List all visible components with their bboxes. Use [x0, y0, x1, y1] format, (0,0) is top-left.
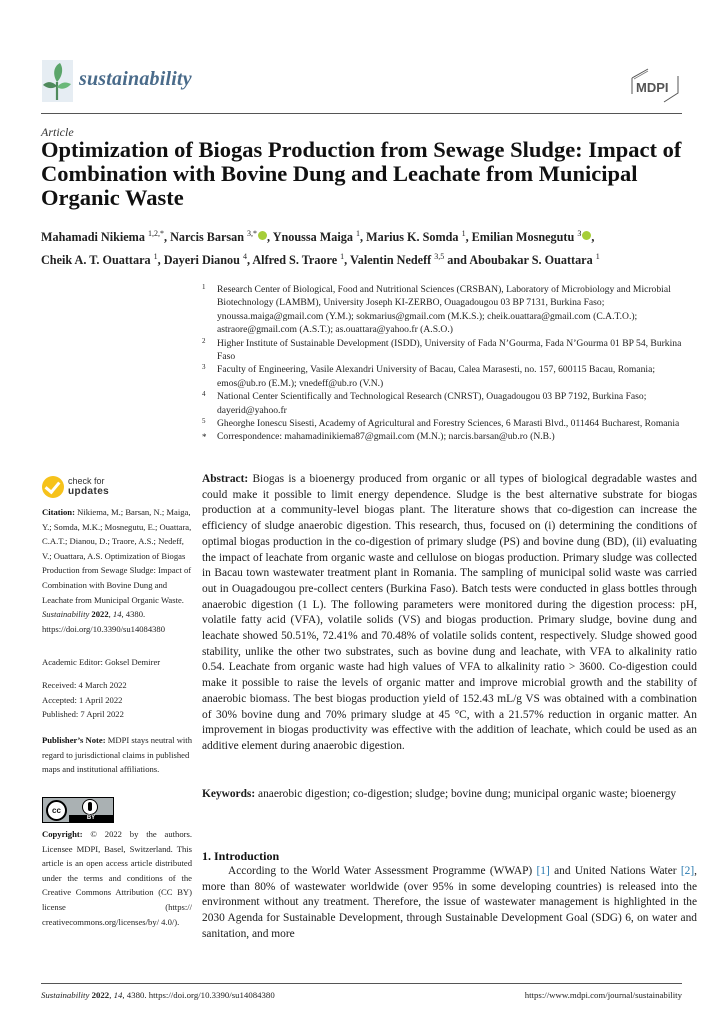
author[interactable]: Narcis Barsan $^{3,*}$ [170, 229, 258, 245]
checkmark-icon [42, 476, 64, 498]
footer-divider [41, 983, 682, 984]
copyright: Copyright: © 2022 by the authors. Licensee MDPI, Basel, Switzerland. This article is an open access article distributed under the terms and conditions of the Creative Commons Attribution (CC BY) license (https:// creativecommons.org/licenses/by/ 4.0/). [42, 829, 192, 927]
header-divider [41, 113, 682, 114]
keywords [202, 787, 697, 803]
publisher-note: Publisher’s Note: MDPI stays neutral with regard to jurisdictional claims in published maps and institutional affiliations. [42, 735, 192, 775]
introduction-paragraph: According to the World Water Assessment Programme (WWAP) [1] and United Nations Water [2], more than 80% of wastewater worldwide (over 95% in some developing countries) is released into the environment without any treatment. Therefore, the issue of wastewater management is highlighted in the 2030 Agenda for Sustainable Development, through Sustainable Development Goal (SDG) 6, on water and sanitation, and more [202, 865, 697, 940]
received-date: Received: 4 March 2022 [42, 680, 127, 690]
footer-citation: Sustainability 2022, 14, 4380. https://doi.org/10.3390/su14084380 [41, 990, 275, 1000]
author[interactable]: Valentin Nedeff $^{3,5}$ [350, 252, 445, 268]
author[interactable]: Marius K. Somda $^1$ [366, 229, 466, 245]
article-type: Article [41, 125, 74, 139]
citation: Citation: Nikiema, M.; Barsan, N.; Maiga, Y.; Somda, M.K.; Mosnegutu, E.; Ouattara, C.A.T.; Dianou, D.; Traore, A.S.; Nedeff, V.; Ouattara, A.S. Optimization of Biogas Production from Sewage Sludge: Impact of Combination with Bovine Dung and Leachate from Municipal Organic Waste. Sustainability 2022, 14, 4380. https://doi.org/10.3390/su14084380 [42, 507, 192, 634]
keywords-label: Keywords: [202, 788, 256, 800]
check-for-updates-button[interactable]: check for updates [42, 474, 122, 500]
author[interactable]: Aboubakar S. Ouattara $^1$ [469, 252, 600, 268]
published-date: Published: 7 April 2022 [42, 709, 124, 720]
cc-by-license-badge[interactable] [42, 797, 114, 823]
section-heading: 1. Introduction [202, 849, 280, 863]
svg-text:MDPI: MDPI [636, 80, 669, 95]
author[interactable]: Dayeri Dianou $^4$ [163, 252, 247, 268]
author[interactable]: Ynoussa Maiga $^1$ [272, 229, 360, 245]
abstract [202, 472, 697, 755]
article-title: Optimization of Biogas Production from Sewage Sludge: Impact of Combination with Bovine Dung and Leachate from Municipal Organic Waste [41, 137, 682, 210]
journal-url-link[interactable]: https://www.mdpi.com/journal/sustainability [524, 990, 682, 1000]
footer-doi-link[interactable]: , 4380. https://doi.org/10.3390/su14084380 [122, 990, 275, 1000]
orcid-icon[interactable] [582, 231, 591, 240]
journal-logo [42, 60, 73, 102]
keywords-text: anaerobic digestion; co-digestion; sludge; bovine dung; municipal organic waste; bioenergy [258, 788, 677, 800]
leaf-sprout-icon [42, 60, 73, 102]
accepted-date: Accepted: 1 April 2022 [42, 694, 123, 705]
author[interactable]: Cheik A. T. Ouattara $^1$ [41, 252, 158, 268]
orcid-icon[interactable] [258, 231, 267, 240]
affiliation-item: 2 Higher Institute of Sustainable Development (ISDD), University of Fada N’Gourma, Fada N’Gourma 01 BP 54, Burkina Faso [202, 336, 682, 363]
correspondence: * Correspondence: mahamadinikiema87@gmail.com (M.N.); narcis.barsan@ub.ro (N.B.) [202, 431, 555, 443]
author-list: Mahamadi Nikiema $^{1,2,*}$, Narcis Barsan $^{3,*}$ , Ynoussa Maiga $^1$, Marius K. Somda $^1$, Emilian Mosnegutu $^3$ , Cheik A. T. Ouattara $^1$, Dayeri Dianou $^4$, Alfred S. Traore $^1$, Valentin Nedeff $^{3,5}$ and Aboubakar S. Ouattara $^1$ [41, 229, 600, 268]
person-icon [82, 799, 98, 815]
cc-icon: cc [46, 800, 67, 821]
journal-name: sustainability [79, 68, 192, 90]
affiliation-item: 3 Faculty of Engineering, Vasile Alexandri University of Bacau, Calea Marasesti, no. 157, 600115 Bacau, Romania; emos@ub.ro (E.M.); vnedeff@ub.ro (V.N.) [202, 363, 656, 389]
by-label: BY [69, 815, 113, 822]
affiliation-item: 5 Gheorghe Ionescu Sisesti, Academy of Agricultural and Forestry Sciences, 6 Marasti Blvd., 011464 Bucharest, Romania [202, 417, 680, 430]
affiliation-item: 1 Research Center of Biological, Food and Nutritional Sciences (CRSBAN), Laboratory of Microbiology and Microbial Biotechnology (LAMBM), University Joseph KI-ZERBO, Ouagadougou 03 BP 7131, Burkina Faso; ynoussa.maiga@gmail.com (Y.M.); sokmarius@gmail.com (M.K.S.); cheik.ouattara@gmail.com (C.A.T.O.); astraore@gmail.com (A.S.T.); as.ouattara@yahoo.fr (A.S.O.) [202, 283, 671, 336]
publication-dates [42, 678, 192, 722]
author[interactable]: Emilian Mosnegutu $^3$ [471, 229, 582, 245]
citation-doi-link[interactable]: , 4380. https://doi.org/10.3390/su14084380 [42, 609, 166, 634]
affiliation-item: 4 National Center Scientifically and Technological Research (CNRST), Ouagadougou 03 BP 7192, Burkina Faso; dayerid@yahoo.fr [202, 390, 647, 416]
abstract-text: Biogas is a bioenergy produced from organic or all types of biological degradable wastes and could make it possible to limit energy dependence. Sludge is the best alternative substrate for biogas production at a community-level biogas plant. The literature shows that co-digestion can increase the efficiency of sludge anaerobic digestion. This research, thus, focused on (i) determining the conditions of optimal biogas production in the co-digestion of primary sludge (PS) and bovine dung (BD), (ii) evaluating the impact of leachate from organic waste and cellulose on biogas production. Primary sludge was collected in Bacau town wastewater treatment plant in Romania. The sampling of municipal solid waste was carried out in Ouagadougou pre-collect centers (Burkina Faso). Batch tests were conducted in glass bottles through anaerobic digestion (1 L). The following parameters were monitored during the digestion process: pH, volatile fatty acid (VFA), volatile solids (VS) and biogas production. Primary sludge, bovine dung and leachate showed 50.51%, 72.41% and 70.48% of volatile solids content, respectively. Sludge showed good stability, unlike the other two substrates, such as bovine dung and leachate, with VFA to alkalinity ratio 0.54. Leachate from organic waste had high values of VFA to alkalinity ratio > 3600. Co-digestion could make it possible to raise the levels of organic matter and improve microbial growth and the stability of anaerobic biomass. The best biogas production yield of 152.43 mL/g VS was obtained with a combination of 30% bovine dung and 70% primary sludge at 45 °C, with a 21.57% reduction in organic matter. An improvement in biogas productivity was effective with the addition of leachate, which could be used as an additive element during anaerobic digestion. [202, 473, 697, 752]
author[interactable]: Mahamadi Nikiema $^{1,2,*}$ [41, 229, 164, 245]
affiliations [202, 283, 697, 444]
and-word: and [447, 253, 467, 268]
mdpi-logo [628, 66, 682, 104]
academic-editor: Academic Editor: Goksel Demirer [42, 657, 161, 667]
author[interactable]: Alfred S. Traore $^1$ [252, 252, 345, 268]
abstract-label: Abstract: [202, 473, 249, 485]
reference-link[interactable]: [2] [680, 865, 695, 877]
reference-link[interactable]: [1] [536, 865, 550, 877]
